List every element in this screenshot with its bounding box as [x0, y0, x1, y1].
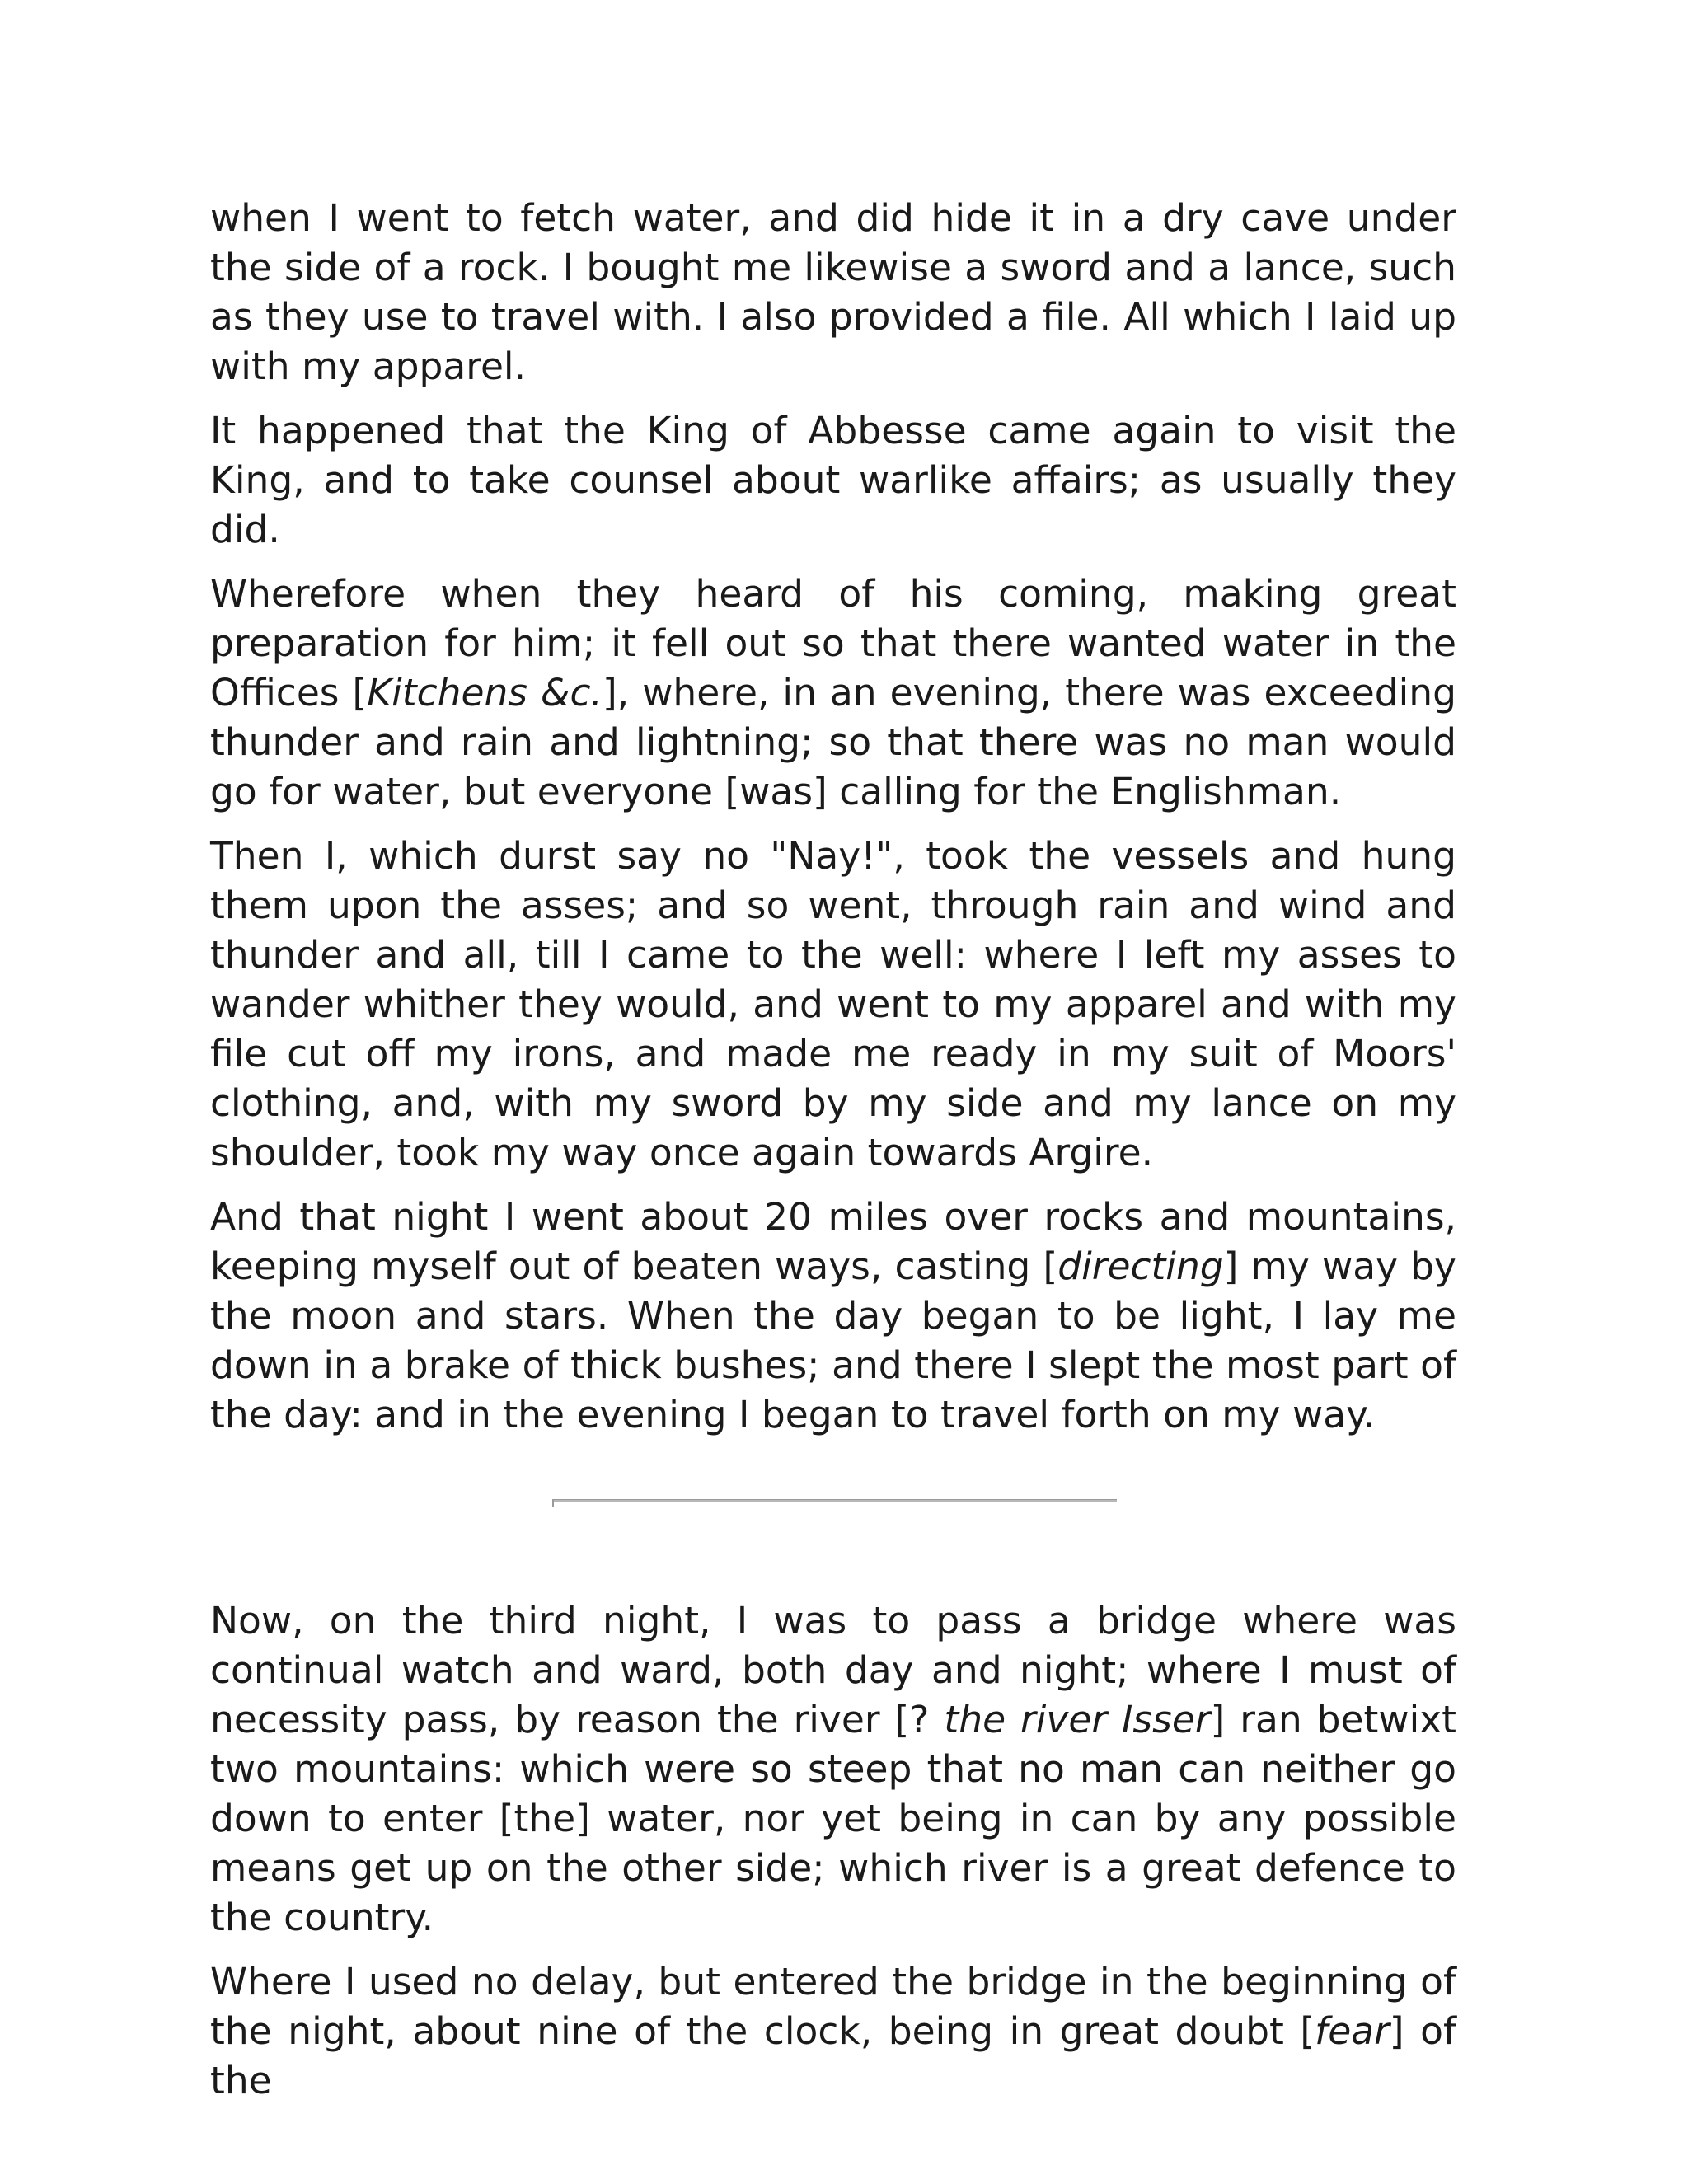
text-run: ], where, in an evening, there was exceeding thunder and rain and lightning; so that there was no man would go for water, but everyone [was] calling for the Englishman.: [210, 671, 1457, 813]
text-run: when I went to fetch water, and did hide it in a dry cave under the side of a rock. I bought me likewise a sword and a lance, such as they use to travel with. I also provided a file. All which I laid up with my apparel.: [210, 196, 1456, 388]
paragraph: [210, 1596, 1456, 1943]
paragraph: [210, 569, 1456, 817]
text-run: ] my way by the moon and stars. When the day began to be light, I lay me down in a brake of thick bushes; and there I slept the most part of the day: and in the evening I began to travel forth on my way.: [210, 1244, 1456, 1436]
document-page: [210, 194, 1456, 2106]
paragraph: [210, 1193, 1456, 1440]
text-run: ] of the: [210, 2009, 1456, 2102]
text-run: And that night I went about 20 miles over rocks and mountains, keeping myself out of beaten ways, casting [: [210, 1195, 1456, 1288]
paragraph: [210, 406, 1456, 555]
text-run: Then I, which durst say no "Nay!", took the vessels and hung them upon the asses; and so went, through rain and wind and thunder and all, till I came to the well: where I left my asses to wander whither they would, and went to my apparel and with my file cut off my irons, and made me ready in my suit of Moors' clothing, and, with my sword by my side and my lance on my shoulder, took my way once again towards Argire.: [210, 834, 1456, 1174]
text-run: Now, on the third night, I was to pass a bridge where was continual watch and ward, both day and night; where I must of necessity pass, by reason the river [?: [210, 1599, 1456, 1741]
text-run: It happened that the King of Abbesse came again to visit the King, and to take counsel about warlike affairs; as usually they did.: [210, 409, 1456, 551]
italic-gloss: Kitchens &c.: [367, 671, 603, 715]
text-section-after-divider: [210, 1596, 1456, 2106]
paragraph: [210, 1957, 1456, 2106]
paragraph: [210, 832, 1456, 1178]
horizontal-rule: [552, 1499, 1117, 1502]
italic-gloss: fear: [1315, 2009, 1390, 2053]
italic-gloss: the river Isser: [944, 1698, 1211, 1741]
paragraph: [210, 194, 1456, 391]
text-run: ] ran betwixt two mountains: which were so steep that no man can neither go down to enter [the] water, nor yet being in can by any possible means get up on the other side; which river is a great defence to the country.: [210, 1698, 1456, 1939]
text-run: Where I used no delay, but entered the bridge in the beginning of the night, about nine of the clock, being in great doubt [: [210, 1960, 1456, 2053]
text-run: Wherefore when they heard of his coming, making great preparation for him; it fell out so that there wanted water in the Offices [: [210, 572, 1456, 715]
italic-gloss: directing: [1057, 1244, 1224, 1288]
text-section-before-divider: [210, 194, 1456, 1440]
rule-notch: [552, 1500, 554, 1507]
section-divider: [210, 1440, 1456, 1596]
